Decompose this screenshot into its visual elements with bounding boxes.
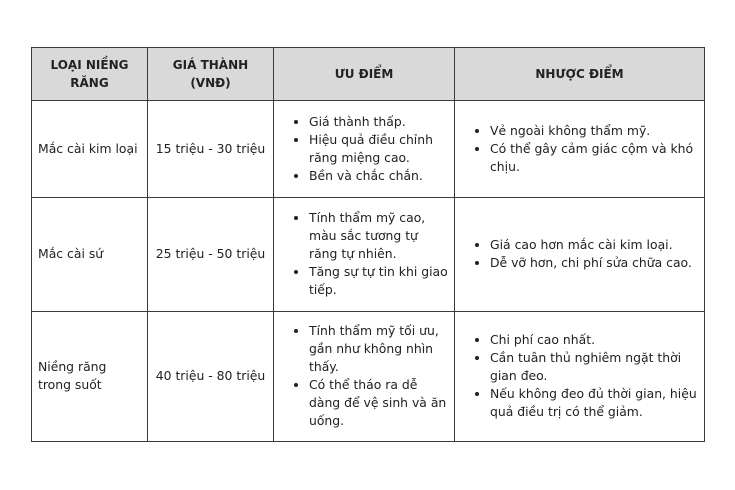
header-type: LOẠI NIỀNG RĂNG xyxy=(32,48,148,101)
pros-item: • Giá thành thấp. xyxy=(309,113,448,131)
pros-item: • Tăng sự tự tin khi giao tiếp. xyxy=(309,263,448,299)
cons-list xyxy=(461,236,698,272)
cons-list xyxy=(461,122,698,176)
cons-cell xyxy=(455,101,705,198)
table-row xyxy=(32,101,705,198)
cons-item: • Nếu không đeo đủ thời gian, hiệu quả điều trị có thể giảm. xyxy=(490,385,698,421)
pros-list xyxy=(280,113,448,185)
pros-list xyxy=(280,322,448,430)
cons-cell xyxy=(455,198,705,311)
header-row xyxy=(32,48,705,101)
header-cons: NHƯỢC ĐIỂM xyxy=(455,48,705,101)
pros-item: • Bền và chắc chắn. xyxy=(309,167,448,185)
table-row xyxy=(32,198,705,311)
cons-item: • Chi phí cao nhất. xyxy=(490,331,698,349)
pros-cell xyxy=(274,198,455,311)
price-range: 40 triệu - 80 triệu xyxy=(148,311,274,441)
header-price: GIÁ THÀNH (VNĐ) xyxy=(148,48,274,101)
price-range: 25 triệu - 50 triệu xyxy=(148,198,274,311)
pros-item: • Có thể tháo ra dễ dàng để vệ sinh và ăn uống. xyxy=(309,376,448,430)
pros-cell xyxy=(274,311,455,441)
pros-cell xyxy=(274,101,455,198)
pros-item: • Hiệu quả điều chỉnh răng miệng cao. xyxy=(309,131,448,167)
header-pros: ƯU ĐIỂM xyxy=(274,48,455,101)
braces-type: Niềng răng trong suốt xyxy=(32,311,148,441)
cons-item: • Giá cao hơn mắc cài kim loại. xyxy=(490,236,698,254)
cons-list xyxy=(461,331,698,421)
pros-list xyxy=(280,209,448,299)
cons-item: • Cần tuân thủ nghiêm ngặt thời gian đeo. xyxy=(490,349,698,385)
braces-type: Mắc cài sứ xyxy=(32,198,148,311)
braces-type: Mắc cài kim loại xyxy=(32,101,148,198)
cons-cell xyxy=(455,311,705,441)
price-range: 15 triệu - 30 triệu xyxy=(148,101,274,198)
braces-comparison-table xyxy=(31,47,705,442)
pros-item: • Tính thẩm mỹ tối ưu, gần như không nhìn thấy. xyxy=(309,322,448,376)
table-row xyxy=(32,311,705,441)
cons-item: • Có thể gây cảm giác cộm và khó chịu. xyxy=(490,140,698,176)
pros-item: • Tính thẩm mỹ cao, màu sắc tương tự răng tự nhiên. xyxy=(309,209,448,263)
cons-item: • Dễ vỡ hơn, chi phí sửa chữa cao. xyxy=(490,254,698,272)
cons-item: • Vẻ ngoài không thẩm mỹ. xyxy=(490,122,698,140)
